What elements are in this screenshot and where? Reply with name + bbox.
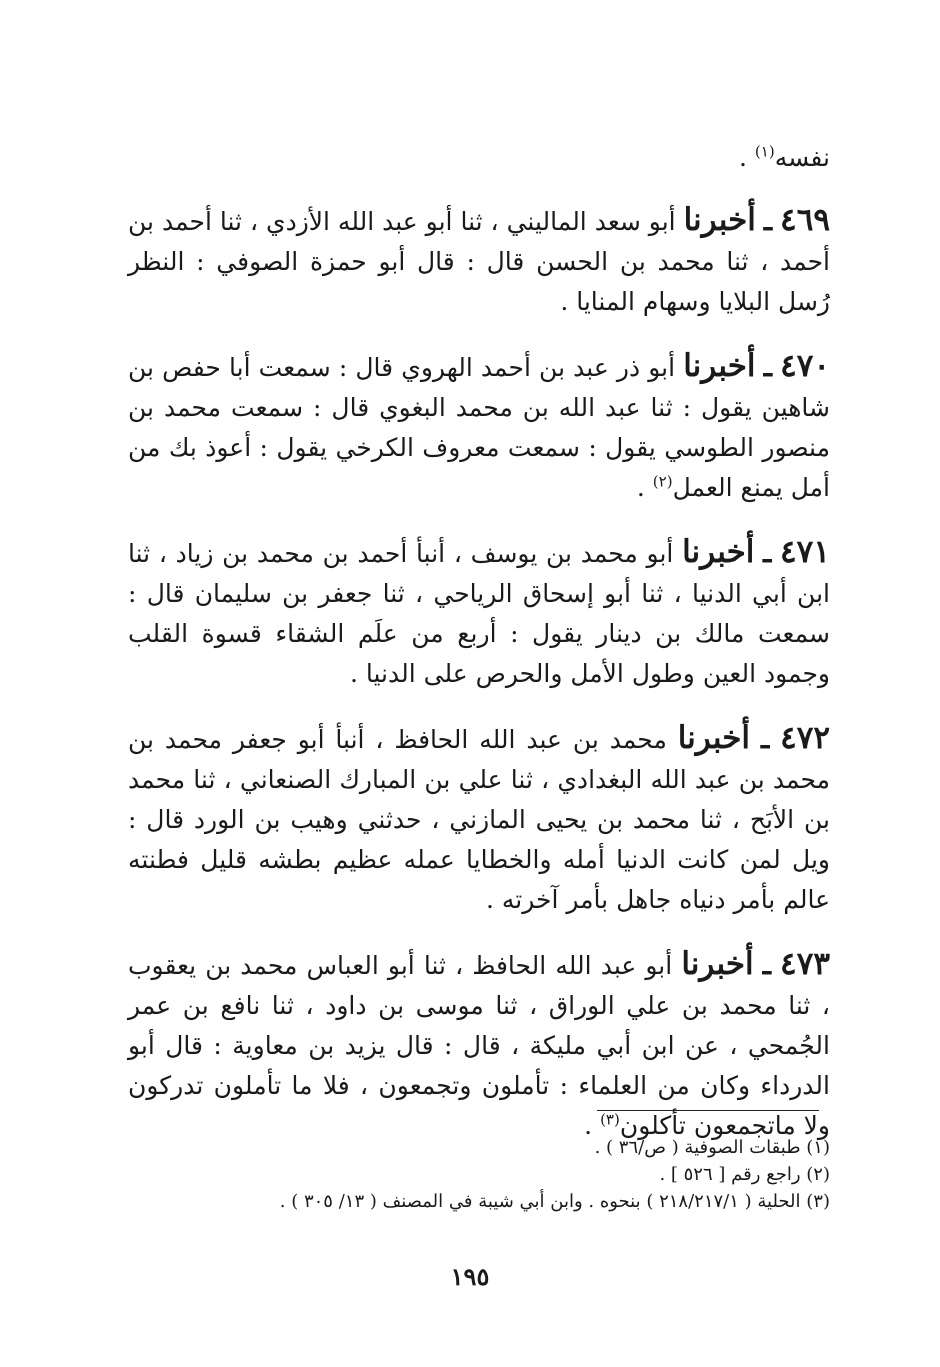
footnote-3 [128,1188,830,1215]
entry-separator: ـ [760,722,770,755]
main-text [128,138,830,1170]
footnote-marker: (٣) [806,1191,830,1212]
footnote-marker: (١) [806,1137,830,1158]
footnote-2 [128,1161,830,1188]
continuation-line [128,138,830,178]
entry-keyword: أخبرنا [683,348,756,384]
footnote-ref-2: (٢) [652,472,673,491]
footnote-text: طبقات الصوفية ( ص/٣٦ ) . [594,1137,801,1158]
footnotes [128,1134,830,1215]
entry-end: . [636,473,653,502]
footnote-ref-3: (٣) [600,1110,620,1129]
entry-separator: ـ [762,948,771,981]
entry-end: . [584,1111,601,1140]
entry-number: ٤٧٠ [780,348,831,384]
footnote-text: الحلية ( ٢١٨/٢١٧/١ ) بنحوه . وابن أبي شيبة في المصنف ( ١٣/ ٣٠٥ ) . [279,1191,801,1212]
footnote-1 [128,1134,830,1161]
entry-471 [128,532,830,694]
entry-text: أبو عبد الله الحافظ ، ثنا أبو العباس محمد بن يعقوب ، ثنا محمد بن علي الوراق ، ثنا موسى بن داود ، ثنا نافع بن عمر الجُمحي ، عن ابن أبي مليكة ، قال : قال يزيد بن معاوية : قال أبو الدرداء وكان من العلماء : تأملون وتجمعون ، فلا ما تأملون تدركون ولا ماتجمعون تأكلون [128,951,830,1140]
entry-separator: ـ [763,204,773,237]
continuation-end: . [739,143,755,172]
entry-text: أبو محمد بن يوسف ، أنبأ أحمد بن محمد بن زياد ، ثنا ابن أبي الدنيا ، ثنا أبو إسحاق الرياحي ، ثنا جعفر بن سليمان قال : سمعت مالك بن دينار يقول : أربع من علَم الشقاء قسوة القلب وجمود العين وطول الأمل والحرص على الدنيا . [128,539,830,688]
entry-472 [128,718,830,920]
entry-number: ٤٧٢ [780,720,831,756]
entry-473 [128,944,830,1146]
entry-470 [128,346,830,508]
entry-keyword: أخبرنا [683,202,756,238]
continuation-text: نفسه [774,143,830,172]
footnote-marker: (٢) [806,1164,830,1185]
entry-keyword: أخبرنا [682,534,755,570]
footnote-text: راجع رقم [ ٥٢٦ ] . [659,1164,801,1185]
footnote-ref-1: (١) [754,142,775,161]
entry-number: ٤٦٩ [780,202,830,238]
entry-keyword: أخبرنا [677,720,751,756]
page-number: ١٩٥ [450,1262,490,1291]
entry-number: ٤٧٣ [780,946,830,982]
footnote-divider [597,1110,819,1111]
entry-separator: ـ [763,350,772,383]
entry-469 [128,200,830,322]
entry-keyword: أخبرنا [681,946,754,982]
entry-text: محمد بن عبد الله الحافظ ، أنبأ أبو جعفر محمد بن محمد بن عبد الله البغدادي ، ثنا علي بن المبارك الصنعاني ، ثنا محمد بن الأبَح ، ثنا محمد بن يحيى المازني ، حدثني وهيب بن الورد قال : ويل لمن كانت الدنيا أمله والخطايا عمله عظيم بطشه قليل فطنته عالم بأمر دنياه جاهل بأمر آخرته . [128,725,830,914]
entry-text: أبو ذر عبد بن أحمد الهروي قال : سمعت أبا حفص بن شاهين يقول : ثنا عبد الله بن محمد البغوي قال : سمعت محمد بن منصور الطوسي يقول : سمعت معروف الكرخي يقول : أعوذ بك من أمل يمنع العمل [128,353,830,502]
entry-text: أبو سعد الماليني ، ثنا أبو عبد الله الأزدي ، ثنا أحمد بن أحمد ، ثنا محمد بن الحسن قال : قال أبو حمزة الصوفي : النظر رُسل البلايا وسهام المنايا . [128,207,830,316]
entry-separator: ـ [763,536,772,569]
entry-number: ٤٧١ [780,534,830,570]
